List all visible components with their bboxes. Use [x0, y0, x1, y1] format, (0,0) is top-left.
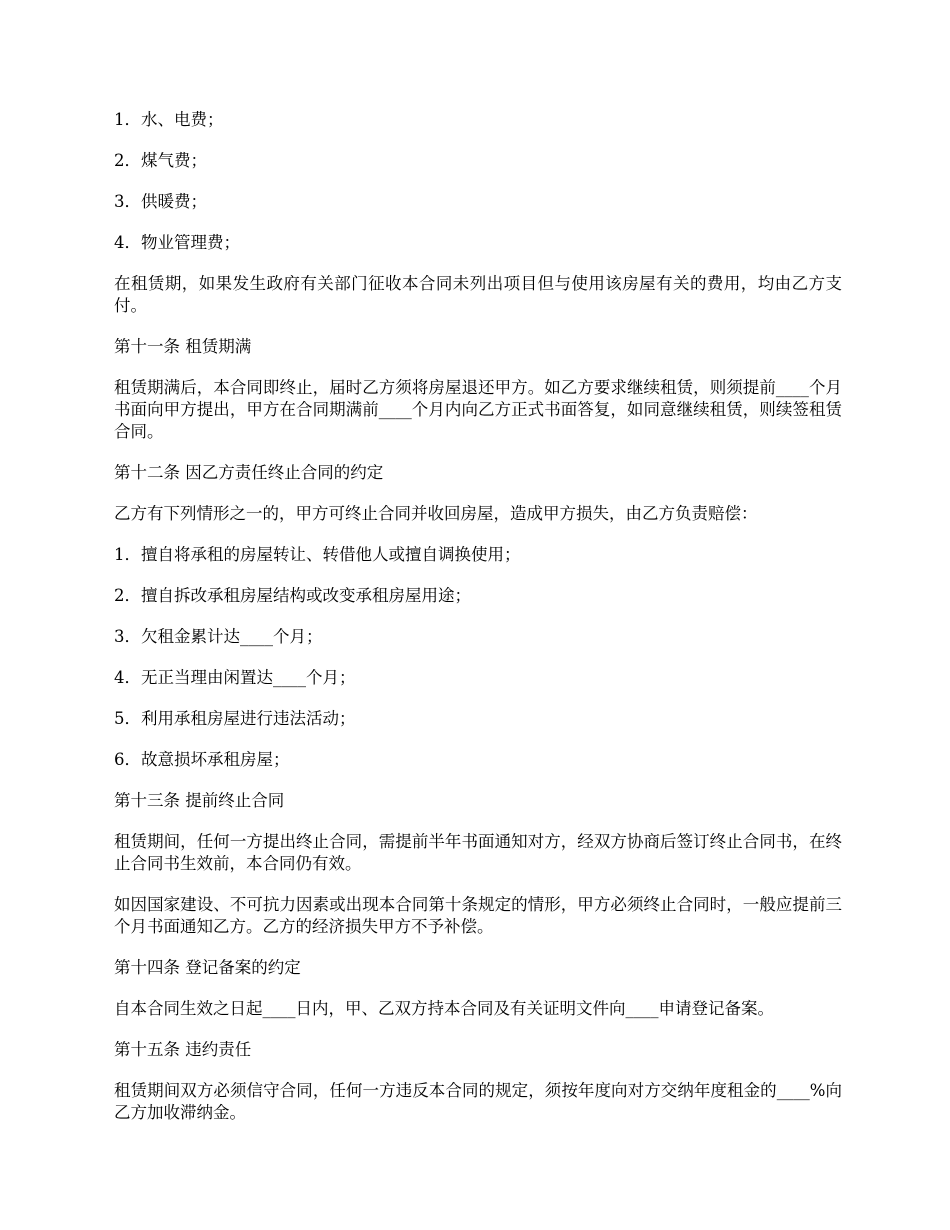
- list-item-water-electricity: 1．水、电费；: [114, 110, 224, 129]
- list-item-gas: 2．煤气费；: [114, 151, 207, 170]
- paragraph-early-termination: 租赁期间，任何一方提出终止合同，需提前半年书面通知对方，经双方协商后签订终止合同书，在终止合同书生效前，本合同仍有效。: [114, 832, 842, 873]
- paragraph-termination-conditions: 乙方有下列情形之一的，甲方可终止合同并收回房屋，造成甲方损失，由乙方负责赔偿：: [114, 504, 758, 523]
- paragraph-lease-expiry: 租赁期满后，本合同即终止，届时乙方须将房屋退还甲方。如乙方要求继续租赁，则须提前____个月书面向甲方提出，甲方在合同期满前____个月内向乙方正式书面答复，如同意继续租赁，则续签租赁合同。: [114, 378, 842, 441]
- section-heading-11: 第十一条 租赁期满: [114, 337, 252, 356]
- section-heading-13: 第十三条 提前终止合同: [114, 791, 285, 810]
- list-item-alteration: 2．擅自拆改承租房屋结构或改变承租房屋用途；: [114, 586, 471, 605]
- list-item-sublet: 1．擅自将承租的房屋转让、转借他人或擅自调换使用；: [114, 545, 521, 564]
- section-heading-14: 第十四条 登记备案的约定: [114, 958, 301, 977]
- list-item-rent-arrears: 3．欠租金累计达____个月；: [114, 627, 323, 646]
- section-heading-15: 第十五条 违约责任: [114, 1040, 252, 1059]
- document-page: [114, 109, 842, 1143]
- paragraph-registration: 自本合同生效之日起____日内，甲、乙双方持本合同及有关证明文件向____申请登记备案。: [114, 999, 774, 1018]
- section-heading-12: 第十二条 因乙方责任终止合同的约定: [114, 463, 384, 482]
- paragraph-liability: 租赁期间双方必须信守合同，任何一方违反本合同的规定，须按年度向对方交纳年度租金的____%向乙方加收滞纳金。: [114, 1081, 842, 1122]
- list-item-idle: 4．无正当理由闲置达____个月；: [114, 668, 356, 687]
- paragraph-force-majeure: 如因国家建设、不可抗力因素或出现本合同第十条规定的情形，甲方必须终止合同时，一般应提前三个月书面通知乙方。乙方的经济损失甲方不予补偿。: [114, 895, 842, 936]
- list-item-damage: 6．故意损坏承租房屋；: [114, 750, 290, 769]
- list-item-heating: 3．供暖费；: [114, 192, 207, 211]
- paragraph-other-fees: 在租赁期，如果发生政府有关部门征收本合同未列出项目但与使用该房屋有关的费用，均由乙方支付。: [114, 274, 842, 315]
- list-item-property-management: 4．物业管理费；: [114, 233, 240, 252]
- list-item-illegal-use: 5．利用承租房屋进行违法活动；: [114, 709, 356, 728]
